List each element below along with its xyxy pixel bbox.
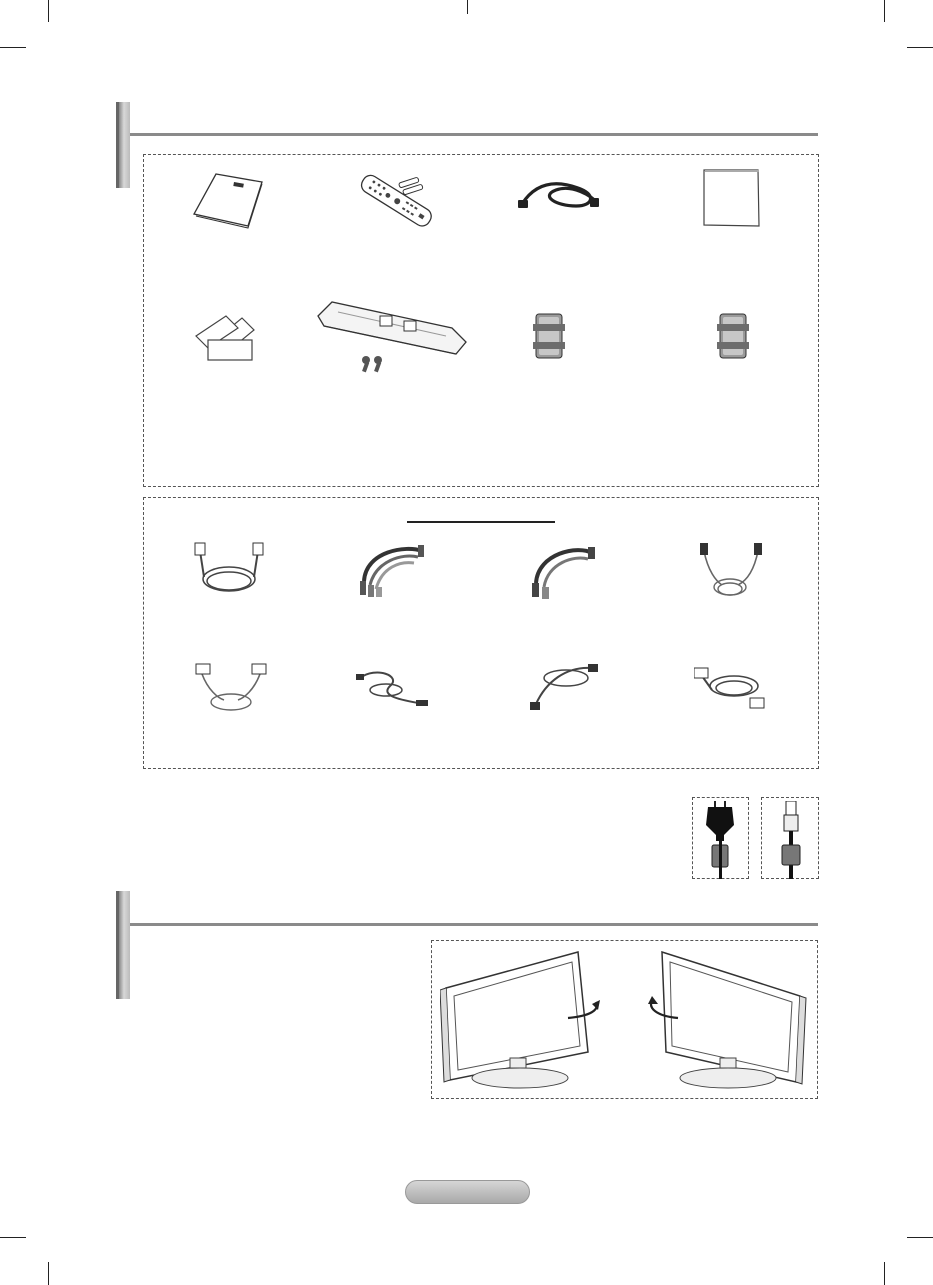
section-rule — [130, 923, 818, 926]
power-plug-with-ferrite-icon — [704, 801, 738, 879]
cleaning-cloth-icon — [702, 168, 762, 230]
optional-heading-underline — [407, 521, 555, 523]
ferrite-core-icon — [533, 310, 565, 360]
crop-mark — [0, 47, 26, 48]
component-cable-icon — [356, 541, 430, 599]
crop-mark — [884, 1262, 885, 1285]
crop-mark — [907, 47, 933, 48]
page-number-badge — [405, 1180, 530, 1204]
hdmi-cable-icon — [192, 541, 266, 597]
hdmi-dvi-cable-icon — [526, 660, 600, 714]
cable-with-ferrite-icon — [778, 801, 806, 879]
ferrite-core-icon — [717, 310, 749, 360]
av-cable-icon — [526, 541, 600, 599]
crop-mark — [467, 0, 468, 14]
tv-swivel-left-illustration — [440, 948, 610, 1093]
section-accent-bar — [116, 102, 130, 188]
manual-icon — [190, 168, 270, 230]
crop-mark — [0, 1237, 26, 1238]
antenna-cable-icon — [694, 541, 770, 601]
crop-mark — [884, 0, 885, 22]
crop-mark — [907, 1237, 933, 1238]
crop-mark — [48, 1262, 49, 1285]
section-accent-bar — [116, 891, 130, 999]
optional-cables-box — [143, 497, 819, 769]
scart-cable-icon — [194, 660, 268, 714]
crop-mark — [48, 0, 49, 22]
warranty-cards-icon — [194, 312, 256, 362]
audio-cable-icon — [356, 664, 430, 714]
pc-cable-icon — [694, 660, 770, 714]
section-rule — [130, 133, 818, 136]
tv-swivel-right-illustration — [640, 948, 810, 1093]
stand-and-screws-icon — [316, 294, 468, 376]
remote-control-icon — [355, 165, 435, 237]
power-cord-icon — [516, 176, 602, 214]
